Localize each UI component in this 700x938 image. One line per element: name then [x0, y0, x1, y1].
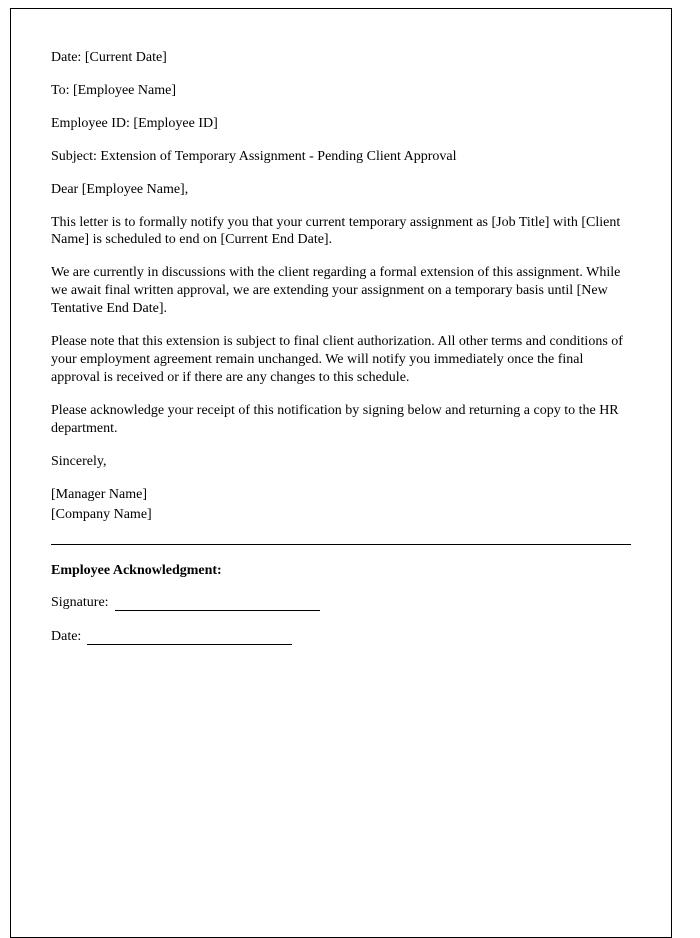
paragraph-client-authorization: Please note that this extension is subject to final client authorization. All other terms and conditions of your employment agreement remain unchanged. We will notify you immediately once the final approval is received or if there are any changes to this schedule. — [51, 334, 623, 385]
manager-name-line: [Manager Name] — [51, 486, 148, 502]
paragraph-assignment-end: This letter is to formally notify you that your current temporary assignment as [Job Title] with [Client Name] is scheduled to end on [Current End Date]. — [51, 214, 621, 248]
date-row — [51, 629, 631, 645]
paragraph-extension-discussion: We are currently in discussions with the client regarding a formal extension of this assignment. While we await final written approval, we are extending your assignment on a temporary basis until [New Tentative End Date]. — [51, 265, 621, 317]
acknowledgment-heading: Employee Acknowledgment: — [51, 563, 222, 579]
closing: Sincerely, — [51, 453, 107, 469]
salutation: Dear [Employee Name], — [51, 181, 189, 197]
employee-id-line: Employee ID: [Employee ID] — [51, 115, 218, 131]
to-line: To: [Employee Name] — [51, 82, 176, 98]
date-label: Date: — [51, 629, 82, 645]
signature-row — [51, 595, 631, 611]
section-divider — [51, 544, 631, 545]
signature-blank-line — [115, 597, 320, 611]
company-name-line: [Company Name] — [51, 507, 152, 523]
paragraph-acknowledge-request: Please acknowledge your receipt of this notification by signing below and returning a copy to the HR department. — [51, 402, 619, 436]
date-line: Date: [Current Date] — [51, 50, 167, 65]
letter-page — [10, 8, 672, 938]
signature-label: Signature: — [51, 595, 109, 611]
signoff-block — [51, 486, 631, 525]
subject-line: Subject: Extension of Temporary Assignment - Pending Client Approval — [51, 148, 457, 164]
date-blank-line — [87, 631, 292, 645]
